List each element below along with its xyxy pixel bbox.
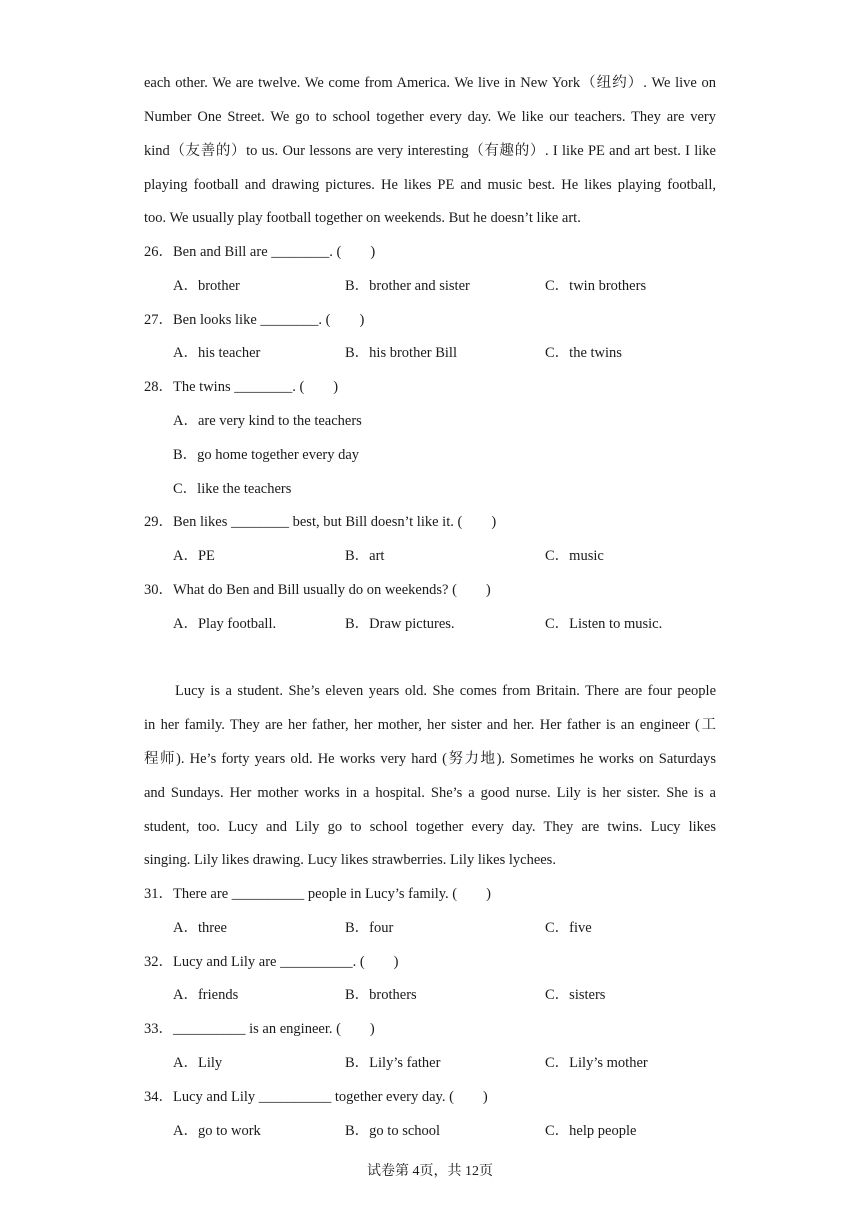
question-26-option-b: B．brother and sister [345,278,470,294]
question-31-option-b: B．four [345,920,394,936]
question-33-option-b: B．Lily’s father [345,1055,441,1071]
question-30-stem: 30．What do Ben and Bill usually do on weekends? ( ) [144,582,491,598]
question-26-option-c: C．twin brothers [545,278,647,294]
question-28-stem: 28．The twins ________. ( ) [144,379,339,395]
question-34-option-b: B．go to school [345,1123,441,1139]
question-34-stem: 34．Lucy and Lily __________ together every day. ( ) [144,1089,488,1105]
question-29-stem: 29．Ben likes ________ best, but Bill doesn’t like it. ( ) [144,514,497,530]
passage2-line-5: student, too. Lucy and Lily go to school together every day. They are twins. Lucy likes [144,819,716,835]
question-29-option-c: C．music [545,548,604,564]
question-31-option-a: A．three [173,920,227,936]
question-28-option-a: A．are very kind to the teachers [173,413,362,429]
question-30-option-c: C．Listen to music. [545,616,663,632]
passage1-line-2: Number One Street. We go to school together every day. We like our teachers. They are very [144,109,716,125]
passage2-line-1: Lucy is a student. She’s eleven years old. She comes from Britain. There are four people [175,683,716,699]
question-34-option-a: A．go to work [173,1123,261,1139]
question-27-option-a: A．his teacher [173,345,261,361]
passage2-line-3: 程师). He’s forty years old. He works very hard (努力地). Sometimes he works on Saturdays [144,751,716,767]
question-33-option-c: C．Lily’s mother [545,1055,648,1071]
question-34-option-c: C．help people [545,1123,637,1139]
question-33-stem: 33．__________ is an engineer. ( ) [144,1021,375,1037]
passage1-line-5: too. We usually play football together on weekends. But he doesn’t like art. [144,210,581,226]
question-26-stem: 26．Ben and Bill are ________. ( ) [144,244,376,260]
passage2-line-4: and Sundays. Her mother works in a hospital. She’s a good nurse. Lily is her sister. She is a [144,785,716,801]
question-30-option-b: B．Draw pictures. [345,616,455,632]
page-footer: 试卷第 4页，共 12页 [367,1164,493,1179]
question-33-option-a: A．Lily [173,1055,223,1071]
passage1-line-4: playing football and drawing pictures. He likes PE and music best. He likes playing football, [144,177,716,193]
passage1-line-3: kind（友善的）to us. Our lessons are very interesting（有趣的）. I like PE and art best. I like [144,143,716,159]
question-32-option-c: C．sisters [545,987,606,1003]
passage1-line-1: each other. We are twelve. We come from America. We live in New York（纽约）. We live on [144,75,716,91]
question-31-option-c: C．five [545,920,592,936]
question-32-option-b: B．brothers [345,987,417,1003]
question-32-option-a: A．friends [173,987,239,1003]
question-27-option-c: C．the twins [545,345,622,361]
question-28-option-c: C．like the teachers [173,481,292,497]
question-32-stem: 32．Lucy and Lily are __________. ( ) [144,954,399,970]
question-31-stem: 31．There are __________ people in Lucy’s family. ( ) [144,886,491,902]
question-30-option-a: A．Play football. [173,616,277,632]
question-27-stem: 27．Ben looks like ________. ( ) [144,312,365,328]
question-28-option-b: B．go home together every day [173,447,360,463]
question-29-option-a: A．PE [173,548,215,564]
question-26-option-a: A．brother [173,278,240,294]
passage2-line-2: in her family. They are her father, her mother, her sister and her. Her father is an engineer (工 [144,717,716,733]
passage2-line-6: singing. Lily likes drawing. Lucy likes strawberries. Lily likes lychees. [144,852,556,868]
question-29-option-b: B．art [345,548,385,564]
question-27-option-b: B．his brother Bill [345,345,457,361]
